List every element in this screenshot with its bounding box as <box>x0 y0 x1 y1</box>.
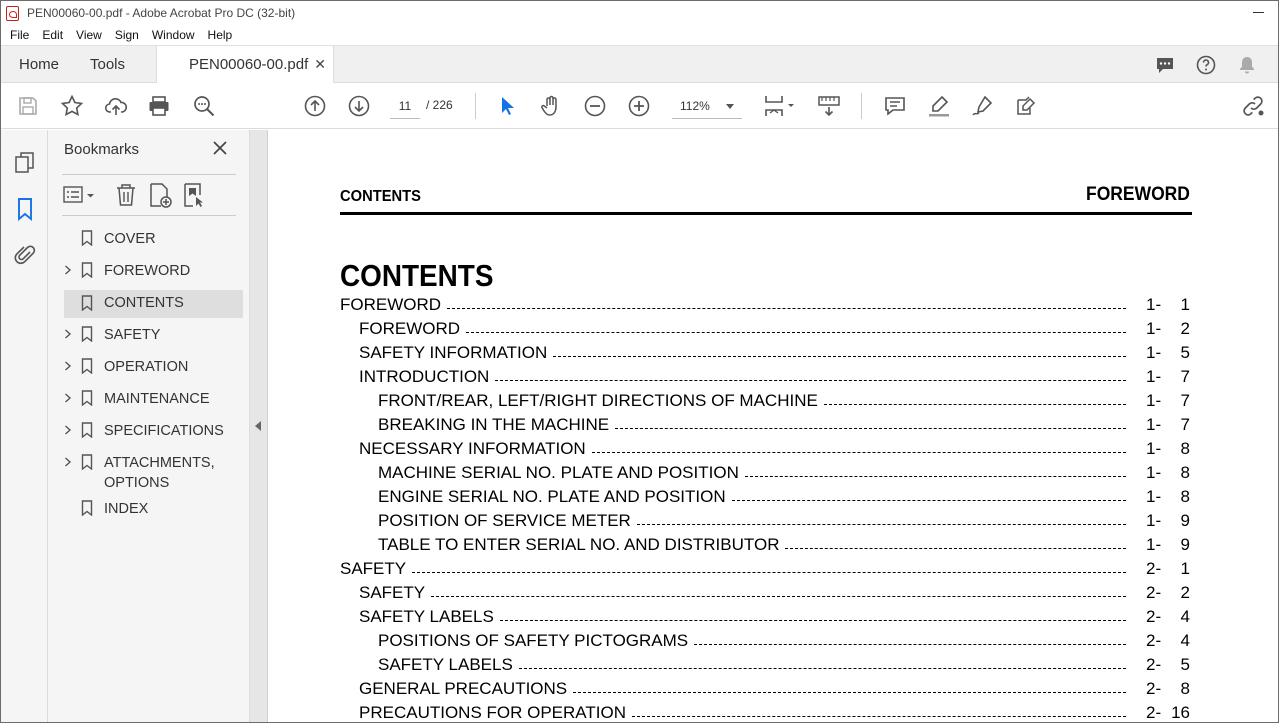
toc-entry-title: FOREWORD <box>359 318 464 340</box>
tab-document-label: PEN00060-00.pdf <box>189 56 309 73</box>
toc-entry-page: 8 <box>1180 679 1190 698</box>
toc-entry[interactable] <box>340 342 1192 366</box>
page-heading: CONTENTS <box>340 258 494 293</box>
toc-entry-chapter: 2- <box>1146 655 1162 674</box>
toc-entry-title: PRECAUTIONS FOR OPERATION <box>359 702 630 723</box>
toc-entry-title: SAFETY <box>340 558 410 580</box>
navigation-rail <box>1 130 48 723</box>
toc-entry-chapter: 1- <box>1146 415 1162 434</box>
toc-leader-dots <box>466 332 1126 333</box>
fit-page-icon[interactable] <box>762 94 798 118</box>
chevron-right-icon[interactable] <box>64 361 72 371</box>
bookmark-label: INDEX <box>104 501 149 517</box>
toc-entry-chapter: 2- <box>1146 679 1162 698</box>
add-comment-icon[interactable] <box>883 94 907 118</box>
toolbar-divider <box>861 93 862 119</box>
save-icon[interactable] <box>16 94 40 118</box>
zoom-level-dropdown[interactable] <box>672 93 742 119</box>
page-header-right: FOREWORD <box>1086 184 1190 205</box>
toc-entry-title: ENGINE SERIAL NO. PLATE AND POSITION <box>378 486 730 508</box>
toc-entry-page: 5 <box>1180 655 1190 674</box>
toc-entry-page: 9 <box>1180 535 1190 554</box>
chevron-right-icon[interactable] <box>64 425 72 435</box>
toc-entry-title: POSITIONS OF SAFETY PICTOGRAMS <box>378 630 692 652</box>
bookmark-flag-icon <box>81 230 93 246</box>
notification-bell-icon[interactable] <box>1237 55 1257 75</box>
toc-leader-dots <box>615 428 1126 429</box>
toc-leader-dots <box>632 716 1126 717</box>
bookmark-item-contents[interactable] <box>64 290 243 318</box>
toc-entry-page: 9 <box>1180 511 1190 530</box>
toc-entry-chapter: 2- <box>1146 631 1162 650</box>
toc-entry-chapter: 1- <box>1146 343 1162 362</box>
toc-entry-page: 2 <box>1180 319 1190 338</box>
toc-entry-chapter: 2- <box>1146 583 1162 602</box>
highlight-pen-icon[interactable] <box>927 94 951 118</box>
toc-entry[interactable] <box>340 486 1192 510</box>
toc-leader-dots <box>447 308 1126 309</box>
bookmark-flag-icon <box>81 454 93 470</box>
toc-leader-dots <box>495 380 1126 381</box>
delete-bookmark-icon[interactable] <box>113 182 139 208</box>
bookmarks-panel-icon[interactable] <box>13 197 37 221</box>
print-icon[interactable] <box>147 94 171 118</box>
toc-entry-chapter: 1- <box>1146 391 1162 410</box>
toc-leader-dots <box>573 692 1126 693</box>
toc-entry-page: 7 <box>1180 367 1190 386</box>
toc-entry-title: SAFETY LABELS <box>359 606 498 628</box>
toc-entry-title: INTRODUCTION <box>359 366 493 388</box>
bookmark-item-maintenance[interactable] <box>64 388 243 410</box>
acrobat-logo-icon <box>6 6 19 21</box>
toc-entry[interactable] <box>340 318 1192 342</box>
bookmark-label-line2: OPTIONS <box>104 475 170 491</box>
toc-entry-title: BREAKING IN THE MACHINE <box>378 414 613 436</box>
toc-entry[interactable] <box>340 534 1192 558</box>
toc-entry-title: SAFETY <box>359 582 429 604</box>
menu-file[interactable]: File <box>10 28 30 42</box>
document-view[interactable] <box>269 130 1278 723</box>
toc-entry-chapter: 1- <box>1146 511 1162 530</box>
tab-bar <box>1 45 1278 83</box>
bookmark-item-attachments-options[interactable] <box>64 452 243 494</box>
chevron-right-icon[interactable] <box>64 457 72 467</box>
toc-entry-chapter: 2- <box>1146 559 1162 578</box>
bookmark-flag-icon <box>81 295 93 311</box>
bookmark-flag-icon <box>81 500 93 516</box>
toc-entry-chapter: 2- <box>1146 703 1162 722</box>
toc-entry[interactable] <box>340 654 1192 678</box>
toc-entry-page: 4 <box>1180 607 1190 626</box>
next-page-icon[interactable] <box>347 94 371 118</box>
toc-entry-page: 1 <box>1180 559 1190 578</box>
menu-sign[interactable]: Sign <box>114 28 139 42</box>
bookmark-item-foreword[interactable] <box>64 260 243 282</box>
header-rule <box>340 212 1192 215</box>
bookmarks-toolbar <box>62 174 236 216</box>
attachments-paperclip-icon[interactable] <box>13 243 37 267</box>
page-thumbnails-icon[interactable] <box>13 150 37 174</box>
toc-entry-page: 8 <box>1180 463 1190 482</box>
menu-help[interactable]: Help <box>207 28 233 42</box>
bookmark-label: MAINTENANCE <box>104 391 210 407</box>
toc-leader-dots <box>785 548 1126 549</box>
toc-entry[interactable] <box>340 414 1192 438</box>
toc-leader-dots <box>553 356 1126 357</box>
toc-entry-page: 16 <box>1171 703 1190 722</box>
toc-entry-page: 8 <box>1180 487 1190 506</box>
toc-entry-title: FOREWORD <box>340 294 445 316</box>
toc-entry[interactable] <box>340 606 1192 630</box>
toc-entry-page: 8 <box>1180 439 1190 458</box>
bookmark-label: COVER <box>104 231 156 247</box>
bookmarks-panel-title: Bookmarks <box>64 141 140 158</box>
toc-entry-page: 7 <box>1180 415 1190 434</box>
bookmark-from-selection-icon[interactable] <box>181 182 207 208</box>
bookmark-options-menu-icon[interactable] <box>62 182 98 208</box>
pdf-page <box>269 130 1278 723</box>
toc-leader-dots <box>745 476 1126 477</box>
collapse-panel-icon[interactable] <box>255 421 261 431</box>
toc-entry[interactable] <box>340 558 1192 582</box>
toolbar-divider <box>475 93 476 119</box>
tab-tools[interactable]: Tools <box>90 56 126 73</box>
toc-entry-title: NECESSARY INFORMATION <box>359 438 590 460</box>
toc-entry[interactable] <box>340 390 1192 414</box>
fill-sign-icon[interactable] <box>1014 94 1038 118</box>
toc-entry[interactable] <box>340 630 1192 654</box>
toc-leader-dots <box>637 524 1126 525</box>
toc-entry-chapter: 1- <box>1146 439 1162 458</box>
scroll-mode-icon[interactable] <box>817 94 841 118</box>
toc-entry-page: 5 <box>1180 343 1190 362</box>
chevron-right-icon[interactable] <box>64 329 72 339</box>
bookmark-flag-icon <box>81 422 93 438</box>
menu-bar <box>1 25 1278 45</box>
toc-leader-dots <box>412 572 1126 573</box>
toc-entry[interactable] <box>340 510 1192 534</box>
title-bar <box>1 1 1278 25</box>
toc-entry-page: 7 <box>1180 391 1190 410</box>
toc-entry-page: 4 <box>1180 631 1190 650</box>
toc-entry-page: 2 <box>1180 583 1190 602</box>
toc-entry-chapter: 1- <box>1146 367 1162 386</box>
toc-entry[interactable] <box>340 438 1192 462</box>
bookmark-label: SAFETY <box>104 327 161 343</box>
chevron-right-icon[interactable] <box>64 265 72 275</box>
find-zoom-icon[interactable] <box>192 94 216 118</box>
toc-leader-dots <box>500 620 1126 621</box>
new-bookmark-icon[interactable] <box>147 182 173 208</box>
toc-entry-title: TABLE TO ENTER SERIAL NO. AND DISTRIBUTOR <box>378 534 783 556</box>
bookmark-star-icon[interactable] <box>60 94 84 118</box>
select-cursor-icon[interactable] <box>495 94 519 118</box>
draw-freeform-icon[interactable] <box>971 94 995 118</box>
toc-entry-title: SAFETY LABELS <box>378 654 517 676</box>
bookmark-label: ATTACHMENTS, <box>104 455 215 471</box>
panel-splitter[interactable] <box>250 130 268 723</box>
toc-entry-title: SAFETY INFORMATION <box>359 342 551 364</box>
menu-view[interactable]: View <box>76 28 102 42</box>
tab-document[interactable] <box>156 46 334 83</box>
zoom-in-icon[interactable] <box>627 94 651 118</box>
toc-leader-dots <box>694 644 1126 645</box>
zoom-level-value: 112% <box>680 99 710 113</box>
toc-entry-title: MACHINE SERIAL NO. PLATE AND POSITION <box>378 462 743 484</box>
toc-leader-dots <box>431 596 1126 597</box>
toc-entry[interactable] <box>340 294 1192 318</box>
toc-entry[interactable] <box>340 582 1192 606</box>
menu-edit[interactable]: Edit <box>42 28 64 42</box>
toc-entry-chapter: 1- <box>1146 535 1162 554</box>
upload-cloud-icon[interactable] <box>104 94 128 118</box>
comment-bubble-icon[interactable] <box>1155 55 1175 75</box>
bookmark-label: FOREWORD <box>104 263 191 279</box>
toc-entry-chapter: 2- <box>1146 607 1162 626</box>
help-icon[interactable] <box>1196 55 1216 75</box>
toc-entry[interactable] <box>340 678 1192 702</box>
toc-entry-page: 1 <box>1180 295 1190 314</box>
share-link-icon[interactable] <box>1241 94 1265 118</box>
toc-entry-title: GENERAL PRECAUTIONS <box>359 678 571 700</box>
toc-entry-chapter: 1- <box>1146 487 1162 506</box>
chevron-right-icon[interactable] <box>64 393 72 403</box>
previous-page-icon[interactable] <box>303 94 327 118</box>
toc-leader-dots <box>732 500 1126 501</box>
toc-entry-chapter: 1- <box>1146 319 1162 338</box>
toc-entry-title: FRONT/REAR, LEFT/RIGHT DIRECTIONS OF MACHINE <box>378 390 822 412</box>
bookmark-flag-icon <box>81 262 93 278</box>
zoom-out-icon[interactable] <box>583 94 607 118</box>
toc-leader-dots <box>824 404 1126 405</box>
bookmarks-panel <box>48 130 250 723</box>
page-header-left: CONTENTS <box>340 188 421 205</box>
toc-entry[interactable] <box>340 366 1192 390</box>
tab-home[interactable]: Home <box>19 56 60 73</box>
bookmark-item-specifications[interactable] <box>64 420 243 442</box>
toc-leader-dots <box>592 452 1126 453</box>
hand-tool-icon[interactable] <box>539 94 563 118</box>
bookmark-flag-icon <box>81 326 93 342</box>
bookmark-label: OPERATION <box>104 359 189 375</box>
page-number-input[interactable]: 11 <box>390 93 420 119</box>
toc-entry-title: POSITION OF SERVICE METER <box>378 510 635 532</box>
chevron-down-icon <box>726 104 734 109</box>
bookmark-item-index[interactable] <box>64 498 243 520</box>
close-tab-icon[interactable]: ✕ <box>314 56 326 72</box>
menu-window[interactable]: Window <box>151 28 195 42</box>
window-title: PEN00060-00.pdf - Adobe Acrobat Pro DC (32-bit) <box>27 6 296 20</box>
toc-leader-dots <box>519 668 1126 669</box>
bookmark-label: CONTENTS <box>104 295 184 311</box>
toc-entry[interactable] <box>340 702 1192 723</box>
bookmark-flag-icon <box>81 390 93 406</box>
bookmark-item-safety[interactable] <box>64 324 243 346</box>
bookmark-item-operation[interactable] <box>64 356 243 378</box>
page-total: / 226 <box>426 98 453 112</box>
bookmark-label: SPECIFICATIONS <box>104 423 224 439</box>
bookmark-item-cover[interactable] <box>64 228 243 250</box>
main-toolbar <box>1 83 1278 129</box>
minimize-icon[interactable] <box>1253 12 1264 13</box>
toc-entry-chapter: 1- <box>1146 295 1162 314</box>
close-icon[interactable] <box>212 140 228 156</box>
toc-entry[interactable] <box>340 462 1192 486</box>
bookmark-flag-icon <box>81 358 93 374</box>
toc-entry-chapter: 1- <box>1146 463 1162 482</box>
